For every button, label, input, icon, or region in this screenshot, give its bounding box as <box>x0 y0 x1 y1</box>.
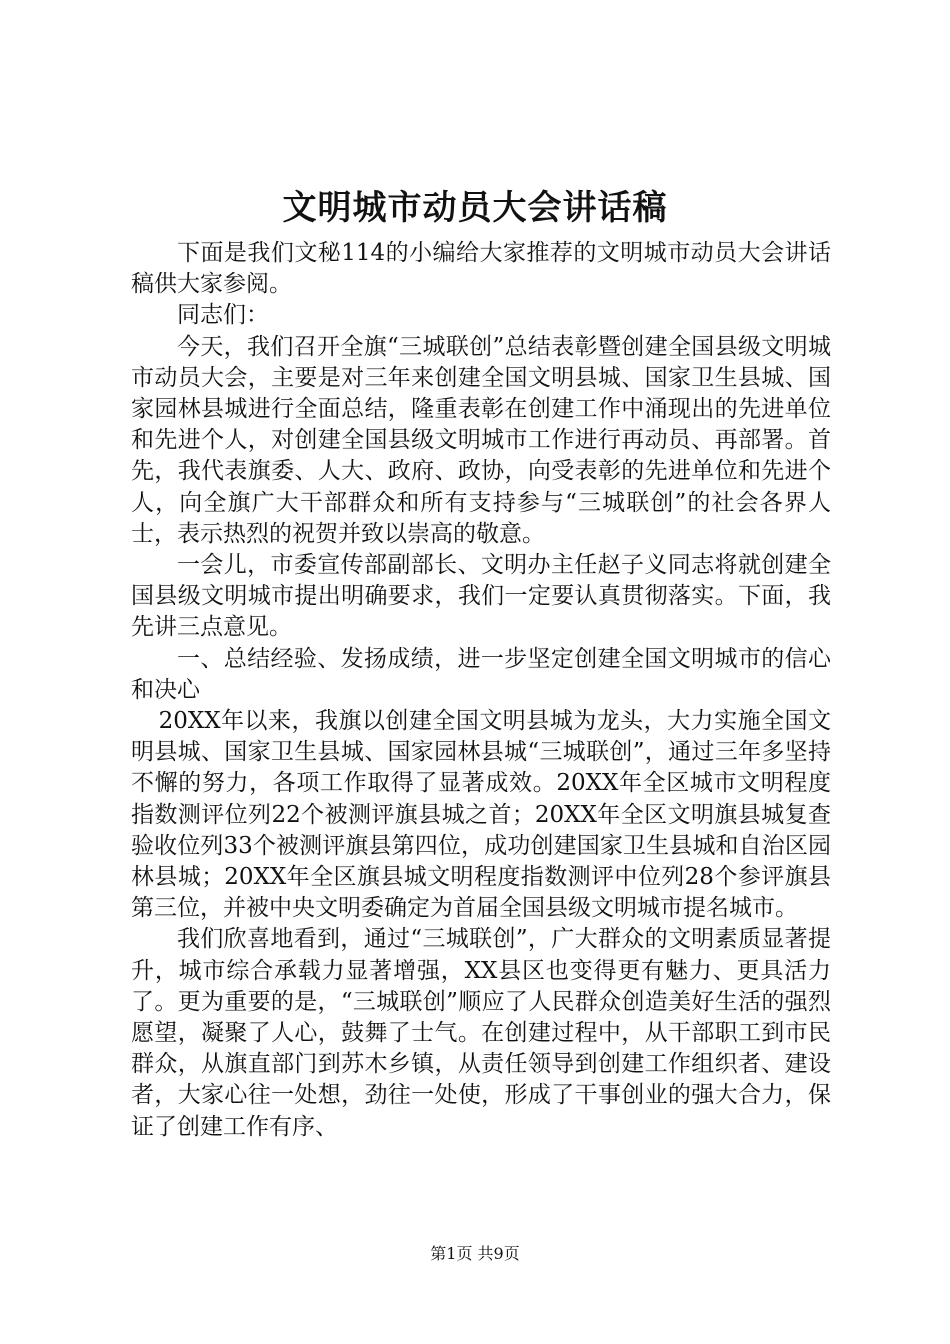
intro-paragraph: 下面是我们文秘114的小编给大家推荐的文明城市动员大会讲话稿供大家参阅。 <box>131 240 831 298</box>
body-paragraph: 20XX年以来，我旗以创建全国文明县城为龙头，大力实施全国文明县城、国家卫生县城、国家园林县城“三城联创”，通过三年多坚持不懈的努力，各项工作取得了显著成效。20XX年全区城市文明程度指数测评位列22个被测评旗县城之首；20XX年全区文明旗县城复查验收位列33个被测评旗县第四位，成功创建国家卫生县城和自治区园林县城；20XX年全区旗县城文明程度指数测评中位列28个参评旗县第三位，并被中央文明委确定为首届全国县级文明城市提名城市。 <box>131 708 831 922</box>
page-footer: 第1页 共9页 <box>430 1244 520 1263</box>
body-paragraph: 我们欣喜地看到，通过“三城联创”，广大群众的文明素质显著提升，城市综合承载力显著增强，XX县区也变得更有魅力、更具活力了。更为重要的是，“三城联创”顺应了人民群众创造美好生活的强烈愿望，凝聚了人心，鼓舞了士气。在创建过程中，从干部职工到市民群众，从旗直部门到苏木乡镇，从责任领导到创建工作组织者、建设者，大家心往一处想，劲往一处使，形成了干事创业的强大合力，保证了创建工作有序、 <box>131 926 831 1140</box>
section-heading: 一、总结经验、发扬成绩，进一步坚定创建全国文明城市的信心和决心 <box>131 645 831 703</box>
document-title: 文明城市动员大会讲话稿 <box>282 188 668 228</box>
body-paragraph: 今天，我们召开全旗“三城联创”总结表彰暨创建全国县级文明城市动员大会，主要是对三年来创建全国文明县城、国家卫生县城、国家园林县城进行全面总结，隆重表彰在创建工作中涌现出的先进单位和先进个人，对创建全国县级文明城市工作进行再动员、再部署。首先，我代表旗委、人大、政府、政协，向受表彰的先进单位和先进个人，向全旗广大干部群众和所有支持参与“三城联创”的社会各界人士，表示热烈的祝贺并致以崇高的敬意。 <box>131 333 831 547</box>
document-body <box>131 238 831 1143</box>
body-paragraph: 一会儿，市委宣传部副部长、文明办主任赵子义同志将就创建全国县级文明城市提出明确要求，我们一定要认真贯彻落实。下面，我先讲三点意见。 <box>131 552 831 641</box>
salutation-paragraph: 同志们： <box>177 302 269 329</box>
